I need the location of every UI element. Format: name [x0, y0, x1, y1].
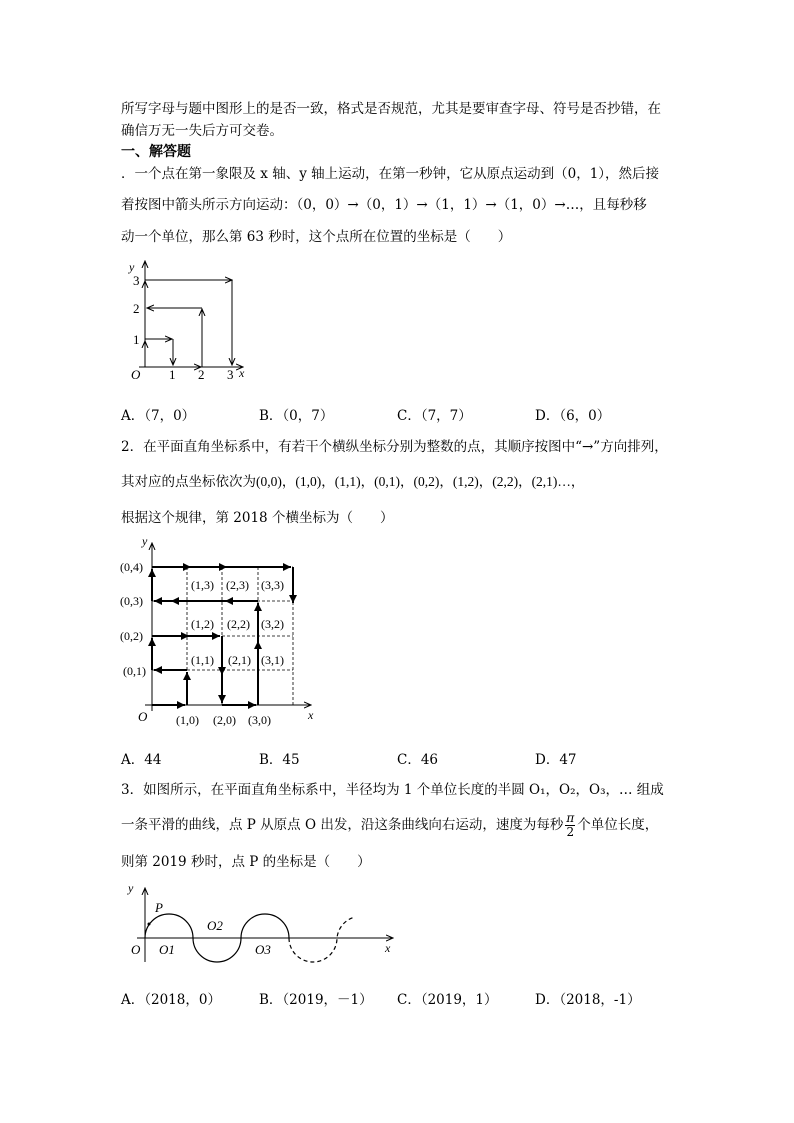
- q1-y-tick-3: 3: [133, 273, 140, 288]
- q1-y-label: y: [129, 260, 135, 274]
- q1-y-tick-2: 2: [133, 301, 140, 316]
- q2-figure: [115, 537, 325, 732]
- q2-label-0-4: (0,4): [120, 560, 143, 574]
- q2-line-1: 2．在平面直角坐标系中，有若干个横纵坐标分别为整数的点，其顺序按图中“→”方向排列，: [121, 439, 668, 455]
- q3-line-2: [121, 812, 658, 839]
- q2-option-d: D．47: [535, 752, 577, 768]
- q3-figure: [115, 880, 405, 980]
- notice-line-1: 所写字母与题中图形上的是否一致，格式是否规范，尤其是要审查字母、符号是否抄错，在: [121, 101, 661, 117]
- q2-label-1-0: (1,0): [176, 713, 199, 727]
- q2-x-label: x: [308, 708, 314, 722]
- q2-label-3-1: (3,1): [261, 653, 284, 667]
- q2-label-0-3: (0,3): [120, 594, 143, 608]
- q3-line-1: 3．如图所示，在平面直角坐标系中，半径均为 1 个单位长度的半圆 O₁，O₂，O₃，… 组成: [121, 782, 664, 798]
- q2-label-2-0: (2,0): [213, 713, 236, 727]
- q3-option-b: B．（2019，－1）: [259, 992, 373, 1008]
- q1-x-tick-1: 1: [169, 367, 176, 382]
- notice-line-2: 确信万无一失后方可交卷。: [121, 123, 283, 139]
- q1-option-b: B．（0，7）: [259, 408, 334, 424]
- q2-label-1-2: (1,2): [191, 617, 214, 631]
- q2-label-3-3: (3,3): [261, 578, 284, 592]
- section-title: 一、解答题: [121, 144, 191, 160]
- q3-center-o1: O1: [159, 942, 175, 957]
- q3-line-2-a: 一条平滑的曲线，点 P 从原点 O 出发，沿这条曲线向右运动，速度为每秒: [121, 817, 564, 833]
- q2-label-0-1: (0,1): [123, 664, 146, 678]
- q2-sequence: (0,0)，(1,0)，(1,1)，(0,1)，(0,2)，(1,2)，(2,2)，(2,1)…，: [256, 474, 585, 489]
- q1-line-3: 动一个单位，那么第 63 秒时，这个点所在位置的坐标是（ ）: [121, 229, 512, 245]
- q3-p-label: P: [155, 900, 163, 915]
- q1-option-c: C．（7，7）: [397, 408, 472, 424]
- q2-y-label: y: [142, 537, 148, 548]
- q2-option-a: A．44: [121, 752, 162, 768]
- q1-origin-label: O: [131, 367, 141, 382]
- q2-label-3-0: (3,0): [248, 713, 271, 727]
- q2-line-2: [121, 472, 584, 492]
- q1-figure: [115, 255, 255, 385]
- q3-line-3: 则第 2019 秒时，点 P 的坐标是（ ）: [121, 854, 371, 870]
- q3-speed-fraction: [565, 812, 575, 839]
- q1-x-label: x: [239, 366, 245, 380]
- q2-option-b: B．45: [259, 752, 300, 768]
- q2-label-1-3: (1,3): [191, 578, 214, 592]
- q3-point-p: [148, 923, 151, 926]
- q3-line-2-b: 个单位长度，: [577, 817, 659, 833]
- q2-label-2-2: (2,2): [227, 617, 250, 631]
- q1-x-tick-2: 2: [198, 367, 205, 382]
- q2-origin-label: O: [138, 709, 148, 724]
- q1-line-1: ．一个点在第一象限及 x 轴、y 轴上运动，在第一秒钟，它从原点运动到（0，1），然后接: [121, 166, 660, 182]
- q2-label-0-2: (0,2): [120, 629, 143, 643]
- q3-curve-dashed: [289, 917, 355, 962]
- q1-x-tick-3: 3: [227, 367, 234, 382]
- q2-label-1-1: (1,1): [191, 653, 214, 667]
- q1-option-d: D．（6，0）: [535, 408, 611, 424]
- q3-option-d: D．（2018，-1）: [535, 992, 641, 1008]
- q3-center-o2: O2: [207, 918, 223, 933]
- q2-line-2-prefix: 其对应的点坐标依次为: [121, 474, 256, 490]
- q3-option-a: A．（2018，0）: [121, 992, 221, 1008]
- q2-option-c: C．46: [397, 752, 439, 768]
- q2-label-2-3: (2,3): [226, 578, 249, 592]
- q3-center-o3: O3: [255, 942, 271, 957]
- q3-origin-label: O: [131, 942, 141, 957]
- q3-option-c: C．（2019，1）: [397, 992, 498, 1008]
- q3-x-label: x: [385, 941, 391, 955]
- q2-line-3: 根据这个规律，第 2018 个横坐标为（ ）: [121, 510, 394, 526]
- q3-frac-den: 2: [566, 825, 575, 839]
- q1-y-tick-1: 1: [133, 332, 140, 347]
- q3-y-label: y: [128, 881, 134, 895]
- q1-line-2: 着按图中箭头所示方向运动：（0，0）→（0，1）→（1，1）→（1，0）→…，且每秒移: [121, 197, 647, 213]
- q1-option-a: A．（7，0）: [121, 408, 196, 424]
- q3-frac-num: π: [566, 811, 575, 825]
- q2-label-2-1: (2,1): [228, 653, 251, 667]
- q2-label-3-2: (3,2): [261, 617, 284, 631]
